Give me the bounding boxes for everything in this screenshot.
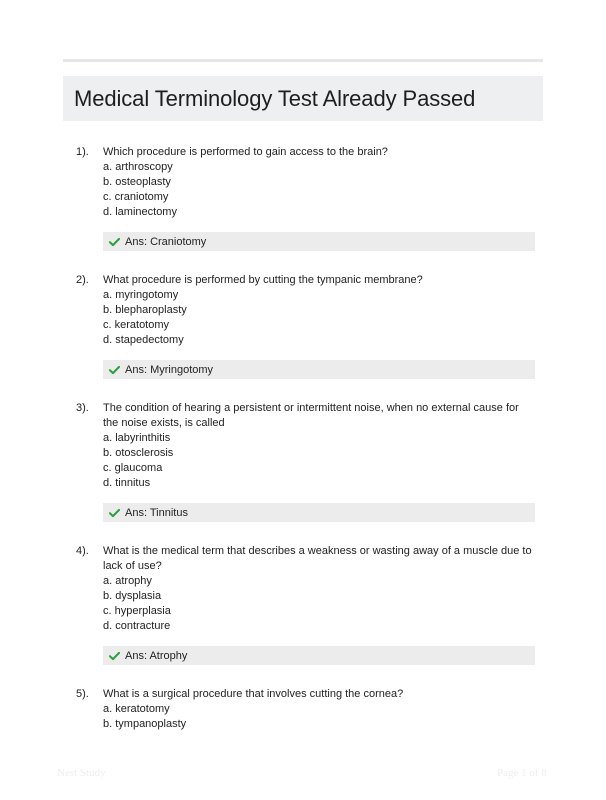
option-b: b. blepharoplasty [103,304,187,316]
page-number: Page 1 of 8 [497,767,547,779]
option-c: c. keratotomy [103,319,170,331]
question-text: Which procedure is performed to gain access to the brain? [103,146,388,158]
option-c: c. craniotomy [103,191,169,203]
answer-text: Ans: Myringotomy [125,363,214,376]
option-d: d. tinnitus [103,477,151,489]
footer-watermark: Nest Study [57,767,106,779]
answer-box [103,503,535,522]
question-text: What is the medical term that describes a weakness or wasting away of a muscle due to lack of use? [103,545,532,572]
option-a: a. myringotomy [103,289,179,301]
question-text: The condition of hearing a persistent or intermittent noise, when no external cause for the noise exists, is called [103,402,519,429]
question-1 [76,145,546,251]
question-2 [76,273,546,379]
question-body [103,401,535,522]
question-number: 1). [76,146,89,158]
option-c: c. glaucoma [103,462,163,474]
option-b: b. otosclerosis [103,447,174,459]
option-c: c. hyperplasia [103,605,171,617]
answer-box [103,646,535,665]
question-body [103,145,535,251]
title-bar [63,76,543,121]
option-b: b. tympanoplasty [103,718,187,730]
answer-text: Ans: Atrophy [125,649,188,662]
check-icon [109,508,120,518]
question-number: 5). [76,688,89,700]
option-d: d. contracture [103,620,171,632]
question-5 [76,687,546,732]
question-text: What is a surgical procedure that involves cutting the cornea? [103,688,404,700]
top-rule [63,59,543,62]
option-d: d. stapedectomy [103,334,184,346]
answer-text: Ans: Tinnitus [125,506,188,519]
question-3 [76,401,546,522]
option-b: b. dysplasia [103,590,162,602]
option-a: a. arthroscopy [103,161,173,173]
question-number: 3). [76,402,89,414]
check-icon [109,651,120,661]
option-a: a. atrophy [103,575,152,587]
question-body [103,273,535,379]
question-number: 4). [76,545,89,557]
option-a: a. labyrinthitis [103,432,171,444]
check-icon [109,365,120,375]
question-number: 2). [76,274,89,286]
question-text: What procedure is performed by cutting the tympanic membrane? [103,274,423,286]
question-body [103,544,535,665]
question-body [103,687,535,732]
answer-box [103,232,535,251]
answer-text: Ans: Craniotomy [125,235,207,248]
question-4 [76,544,546,665]
check-icon [109,237,120,247]
page-title: Medical Terminology Test Already Passed [74,85,476,111]
option-d: d. laminectomy [103,206,177,218]
option-a: a. keratotomy [103,703,170,715]
answer-box [103,360,535,379]
option-b: b. osteoplasty [103,176,171,188]
